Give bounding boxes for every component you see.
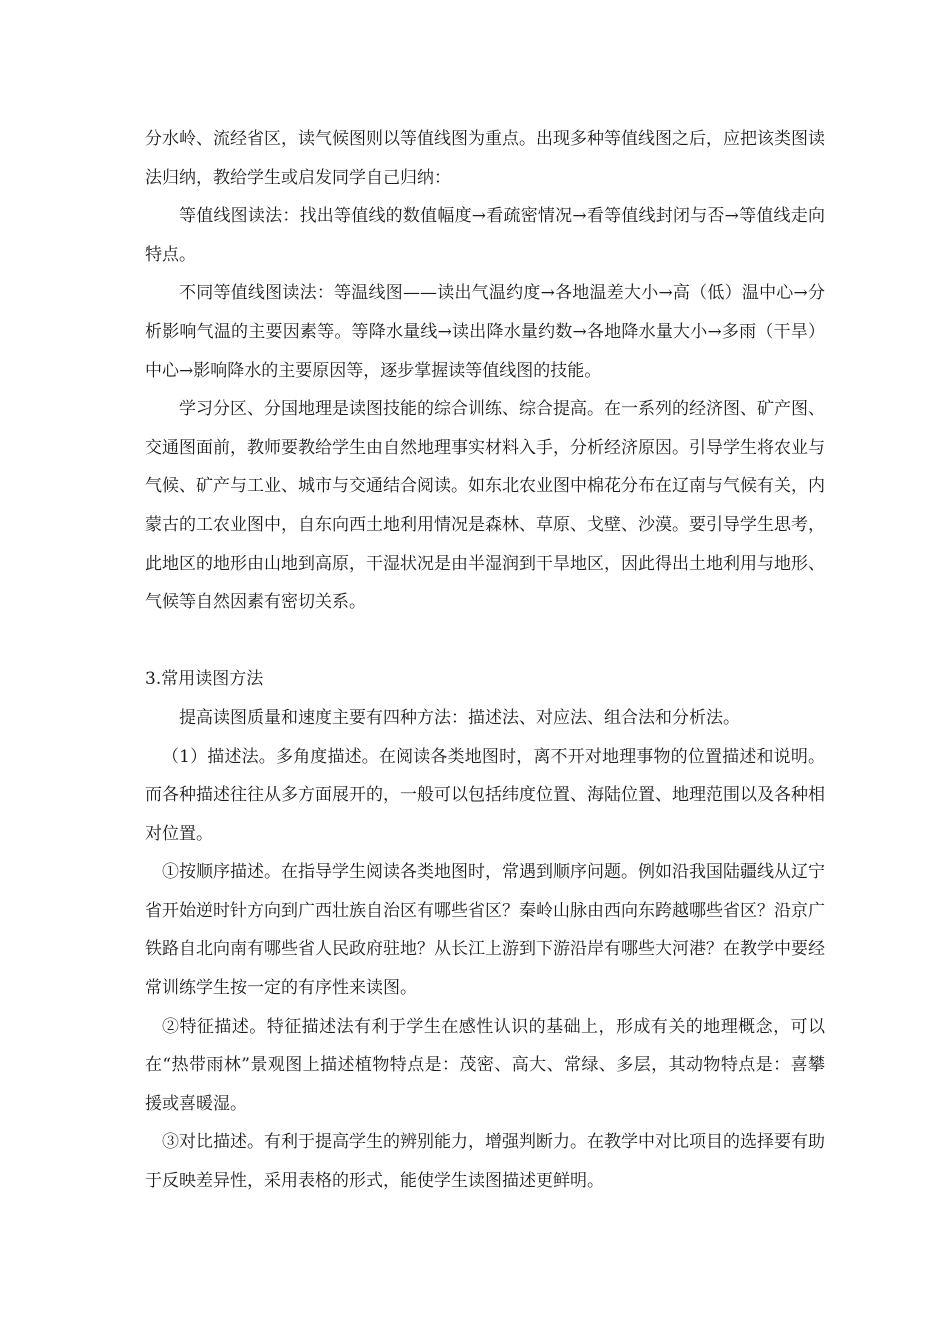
paragraph-gap [145,622,825,661]
document-body [145,120,825,1201]
paragraph-continued: 分水岭、流经省区，读气候图则以等值线图为重点。出现多种等值线图之后，应把该类图读法归纳，教给学生或启发同学自己归纳： [145,129,825,188]
paragraph-description-method: （1）描述法。多角度描述。在阅读各类地图时，离不开对地理事物的位置描述和说明。而各种描述往往从多方面展开的，一般可以包括纬度位置、海陆位置、地理范围以及各种相对位置。 [145,746,825,844]
paragraph-contour-reading: 等值线图读法：找出等值线的数值幅度→看疏密情况→看等值线封闭与否→等值线走向特点。 [145,206,825,265]
paragraph-order-description: ①按顺序描述。在指导学生阅读各类地图时，常遇到顺序问题。例如沿我国陆疆线从辽宁省开始逆时针方向到广西壮族自治区有哪些省区？秦岭山脉由西向东跨越哪些省区？沿京广铁路自北向南有哪些省人民政府驻地？从长江上游到下游沿岸有哪些大河港？在教学中要经常训练学生按一定的有序性来读图。 [145,862,825,999]
paragraph-feature-description: ②特征描述。特征描述法有利于学生在感性认识的基础上，形成有关的地理概念，可以在“热带雨林”景观图上描述植物特点是：茂密、高大、常绿、多层，其动物特点是：喜攀援或喜暖湿。 [145,1016,825,1114]
paragraph-contrast-description: ③对比描述。有利于提高学生的辨别能力，增强判断力。在教学中对比项目的选择要有助于反映差异性，采用表格的形式，能使学生读图描述更鲜明。 [145,1132,825,1192]
section-heading: 3.常用读图方法 [145,669,264,690]
paragraph-regional-geography: 学习分区、分国地理是读图技能的综合训练、综合提高。在一系列的经济图、矿产图、交通图面前，教师要教给学生由自然地理事实材料入手，分析经济原因。引导学生将农业与气候、矿产与工业、城市与交通结合阅读。如东北农业图中棉花分布在辽南与气候有关，内蒙古的工农业图中，自东向西土地利用情况是森林、草原、戈壁、沙漠。要引导学生思考，此地区的地形由山地到高原，干湿状况是由半湿润到干旱地区，因此得出土地利用与地形、气候等自然因素有密切关系。 [145,399,825,613]
paragraph-different-contour-reading: 不同等值线图读法：等温线图——读出气温约度→各地温差大小→高（低）温中心→分析影响气温的主要因素等。等降水量线→读出降水量约数→各地降水量大小→多雨（干旱）中心→影响降水的主要原因等，逐步掌握读等值线图的技能。 [145,283,825,381]
paragraph-four-methods: 提高读图质量和速度主要有四种方法：描述法、对应法、组合法和分析法。 [179,707,740,728]
